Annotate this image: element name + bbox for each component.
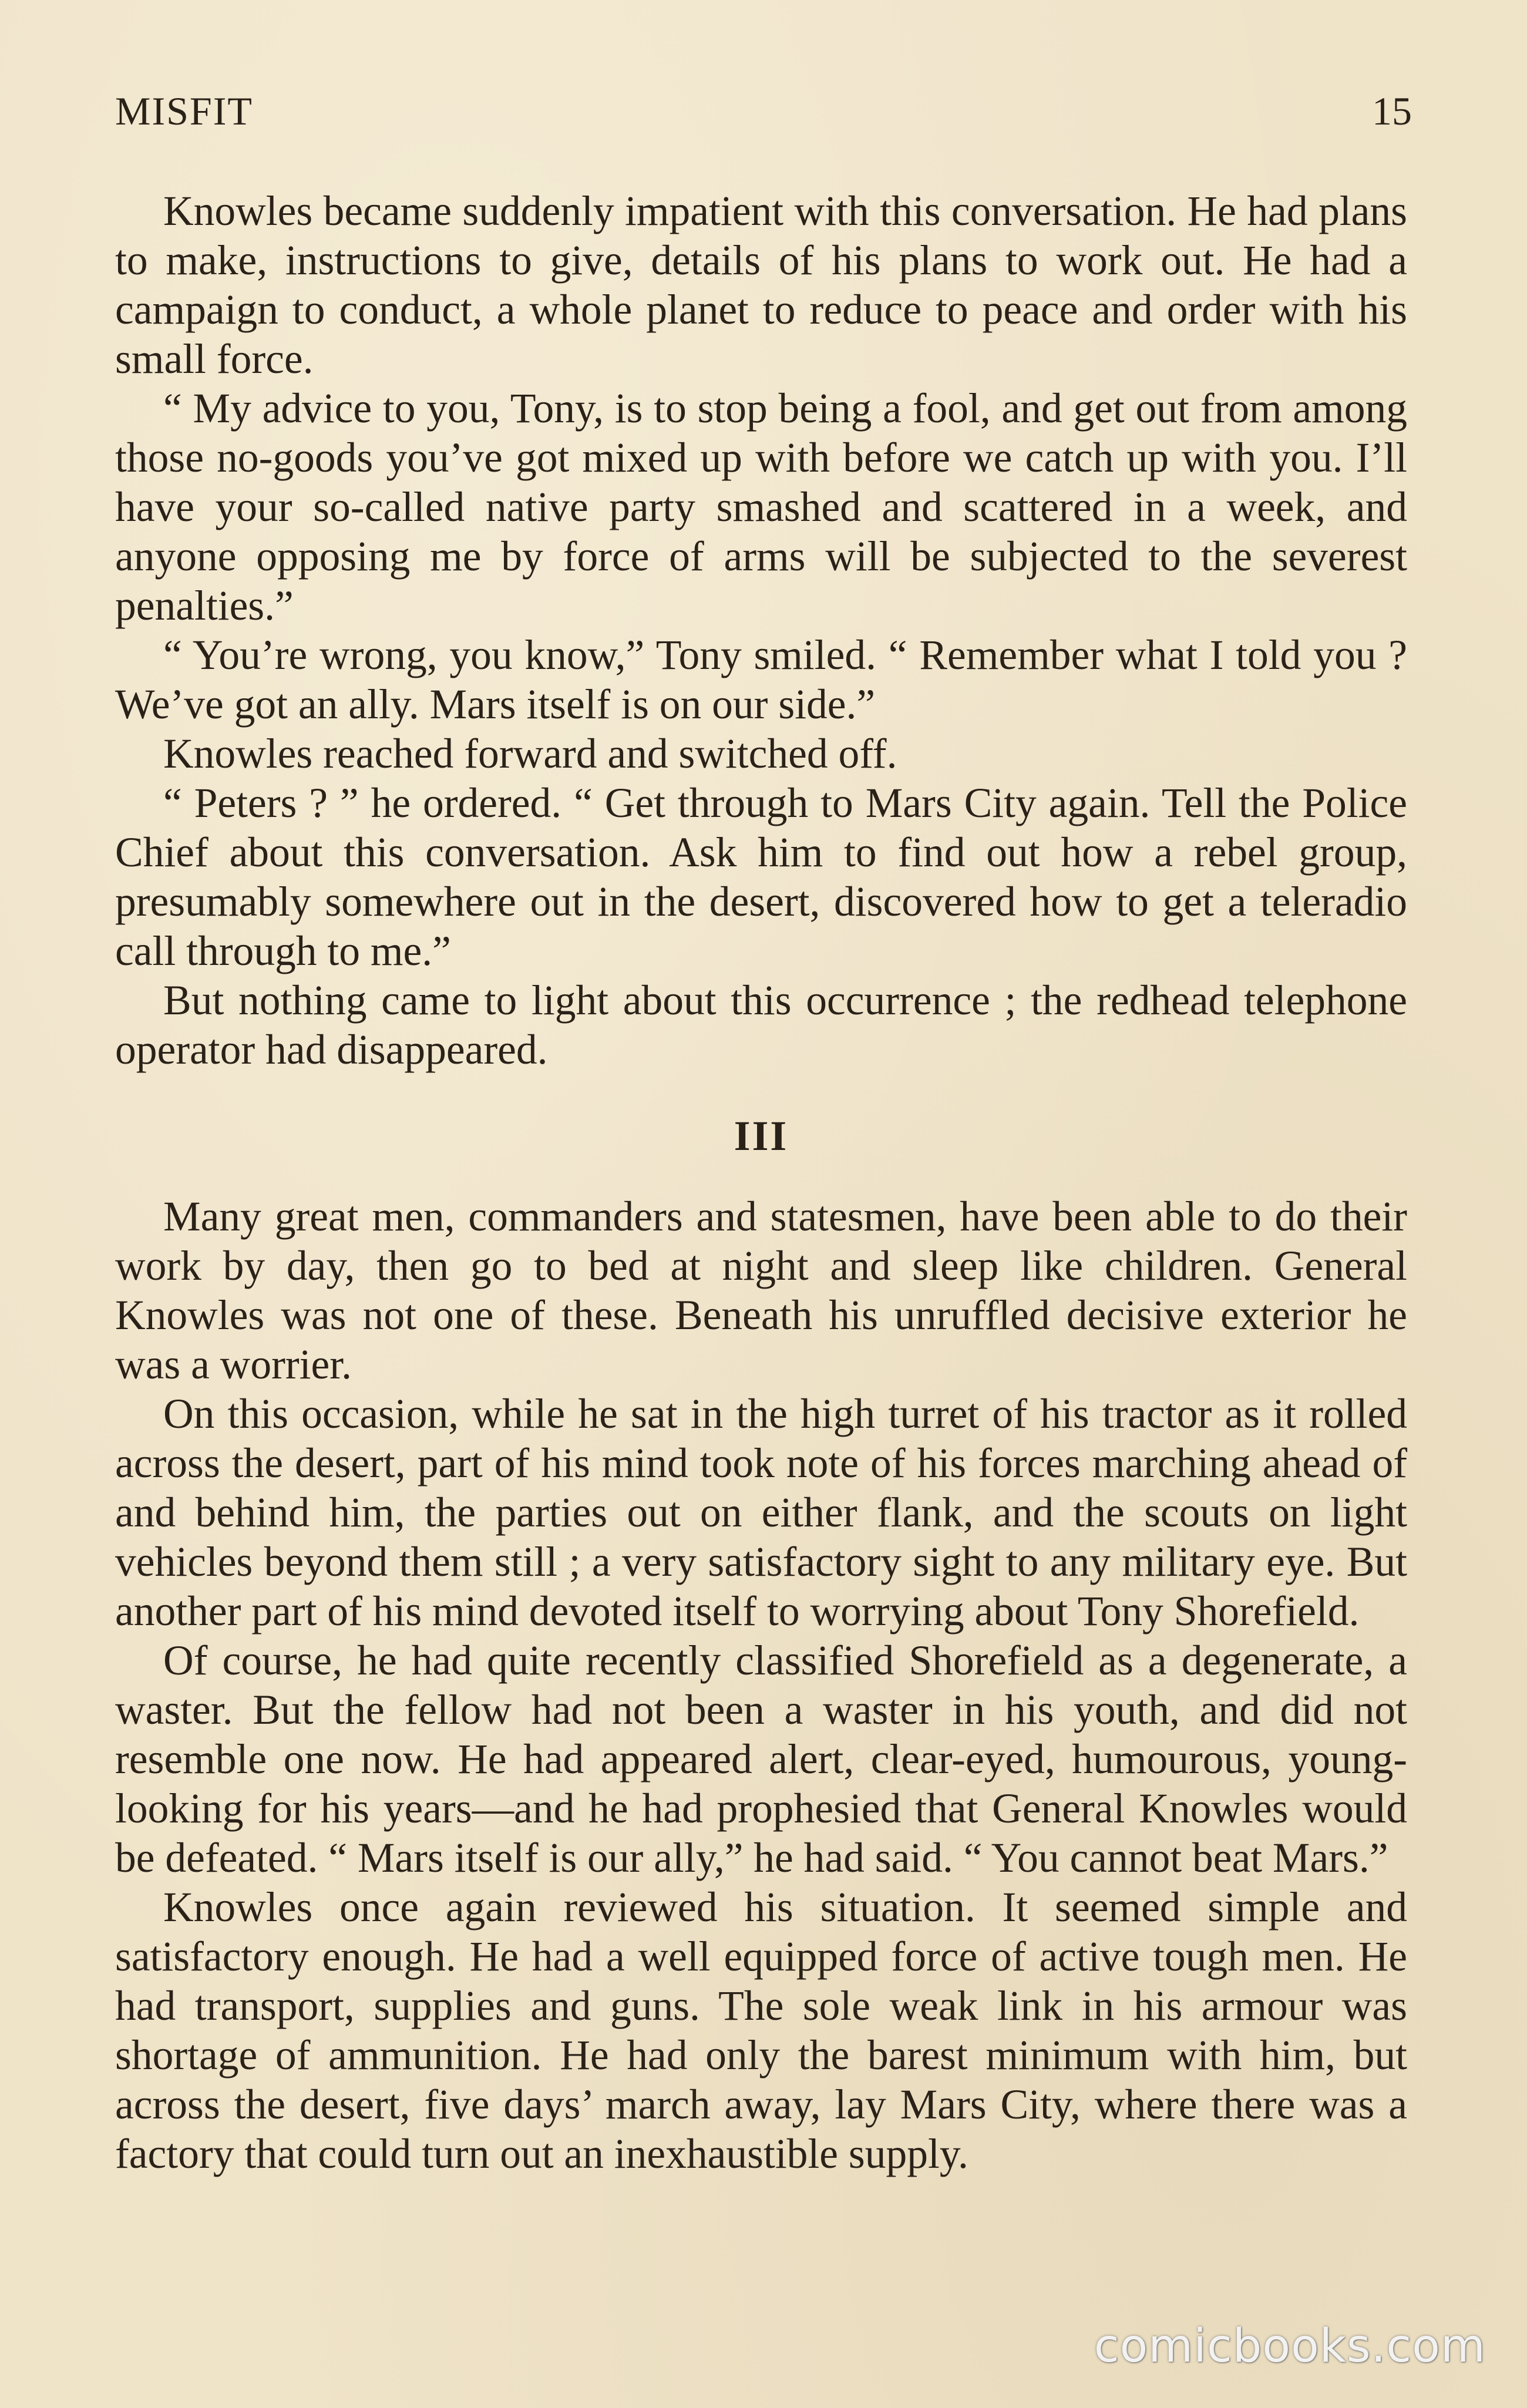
running-head xyxy=(115,88,1412,141)
paragraph: On this occasion, while he sat in the high turret of his tractor as it rolled across the desert, part of his mind took note of his forces marching ahead of and behind him, the parties out on either flank, and the scouts on light vehicles beyond them still ; a very satisfactory sight to any military eye. But another part of his mind devoted itself to worrying about Tony Shorefield. xyxy=(115,1391,1407,1635)
page-number: 15 xyxy=(1372,89,1412,133)
running-title: MISFIT xyxy=(115,89,253,133)
paragraph: “ My advice to you, Tony, is to stop being a fool, and get out from among those no-goods you’ve got mixed up with before we catch up with you. I’ll have your so-called native party smashed and scattered in a week, and anyone opposing me by force of arms will be subjected to the severest penalties.” xyxy=(115,385,1407,629)
paragraph: Many great men, commanders and statesmen, have been able to do their work by day, then go to bed at night and sleep like children. General Knowles was not one of these. Beneath his unruffled decisive exterior he was a worrier. xyxy=(115,1193,1407,1388)
chapter-heading: III xyxy=(734,1113,789,1159)
paragraph: Knowles reached forward and switched off. xyxy=(163,731,897,777)
paragraph: Knowles became suddenly impatient with this conversation. He had plans to make, instructions to give, details of his plans to work out. He had a campaign to conduct, a whole planet to reduce to peace and order with his small force. xyxy=(115,188,1407,382)
paragraph: “ You’re wrong, you know,” Tony smiled. “ Remember what I told you ? We’ve got an ally. Mars itself is on our side.” xyxy=(115,632,1407,728)
body-text xyxy=(115,187,1407,2179)
watermark: comicbooks.com xyxy=(1094,2320,1486,2373)
paragraph: But nothing came to light about this occurrence ; the redhead telephone operator had disappeared. xyxy=(115,977,1407,1073)
paragraph: “ Peters ? ” he ordered. “ Get through to Mars City again. Tell the Police Chief about this conversation. Ask him to find out how a rebel group, presumably somewhere out in the desert, discovered how to get a teleradio call through to me.” xyxy=(115,780,1407,974)
paragraph: Knowles once again reviewed his situation. It seemed simple and satisfactory enough. He had a well equipped force of active tough men. He had transport, supplies and guns. The sole weak link in his armour was shortage of ammunition. He had only the barest minimum with him, but across the desert, five days’ march away, lay Mars City, where there was a factory that could turn out an inexhaustible supply. xyxy=(115,1884,1407,2177)
paragraph: Of course, he had quite recently classified Shorefield as a degenerate, a waster. But the fellow had not been a waster in his youth, and did not resemble one now. He had appeared alert, clear-eyed, humourous, young-looking for his years—and he had prophesied that General Knowles would be defeated. “ Mars itself is our ally,” he had said. “ You cannot beat Mars.” xyxy=(115,1637,1407,1881)
